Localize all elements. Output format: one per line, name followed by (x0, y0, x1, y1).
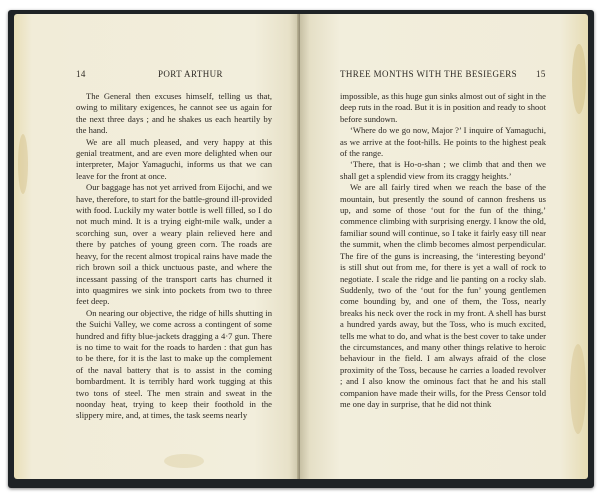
paragraph: The General then excuses himself, telling us that, owing to military exigences, he cannot see us again for the next three days ; and he shakes us each heartily by the hand. (76, 91, 272, 136)
paragraph: ‘Where do we go now, Major ?’ I inquire of Yamaguchi, as we arrive at the foot-hills. He points to the highest peak of the range. (340, 125, 546, 159)
page-number-right: 15 (536, 69, 546, 79)
paragraph: impossible, as this huge gun sinks almost out of sight in the deep ruts in the road. But it is in position and ready to shoot before sundown. (340, 91, 546, 124)
right-page-body (340, 91, 546, 410)
left-page-body (76, 91, 272, 422)
paragraph: We are all fairly tired when we reach the base of the mountain, but presently the sound of cannon freshens us up, and some of those ‘out for the fun of the thing,’ commence climbing with surprising energy. I know the old, familiar sound will continue, so I take it fairly easy till near the summit, when the climb becomes almost perpendicular. The fire of the guns is increasing, the ‘interesting beyond’ is still shut out from me, for there is yet a wall of rock to negotiate. I scale the ridge and lie panting on a rocky slab. Suddenly, two of the ‘out for the fun’ young gentlemen come bounding by, and one of them, the Toss, nearly breaks his neck over the rock in my front. A shell has burst a hundred yards away, but the Toss, who is much excited, tells me what to do, and what is the best cover to take under the circumstances, and many other things relative to heroic behaviour in the field. I am always afraid of the close proximity of the Toss, because he carries a loaded revolver ; and I also know the ominous fact that he and his stall companion have made their wills, for the Press Censor told me one day in surprise, that he did not think (340, 182, 546, 409)
running-head-left: PORT ARTHUR (158, 69, 223, 79)
page-number-left: 14 (76, 69, 86, 79)
page-stain (570, 344, 586, 434)
running-head-right: THREE MONTHS WITH THE BESIEGERS (340, 69, 518, 79)
page-stain (18, 134, 28, 194)
right-page (300, 14, 588, 479)
left-page (14, 14, 300, 479)
paragraph: ‘There, that is Ho-o-shan ; we climb that and then we shall get a splendid view from its craggy heights.’ (340, 159, 546, 181)
page-stain (572, 44, 586, 114)
page-stain (164, 454, 204, 468)
paragraph: Our baggage has not yet arrived from Eijochi, and we have, therefore, to start for the battle-ground ill-provided with food. Luckily my water bottle is well filled, so I do not much mind. It is a trying eight-mile walk, under a scorching sun, over a weary plain relieved here and there by patches of young green corn. The roads are heavy, for the recent almost tropical rains have made the rich brown soil a thick unctuous paste, and where the incessant passing of the transport carts has churned it into quagmires we sink into pockets from two to three feet deep. (76, 182, 272, 307)
paragraph: On nearing our objective, the ridge of hills shutting in the Suichi Valley, we come across a contingent of some hundred and fifty blue-jackets dragging a 4·7 gun. There is no time to wait for the roads to harden : that gun has to be there, for it is the last to make up the complement of the naval battery that is to assist in the coming bombardment. It is terribly hard work tugging at this two tons of steel. The men strain and sweat in the noonday heat, trying to keep their foothold in the slippery mire, and, at times, the task seems nearly (76, 307, 272, 421)
paragraph: We are all much pleased, and very happy at this genial treatment, and are even more delighted when our interpreter, Major Yamaguchi, informs us that we can leave for the front at once. (76, 136, 272, 181)
